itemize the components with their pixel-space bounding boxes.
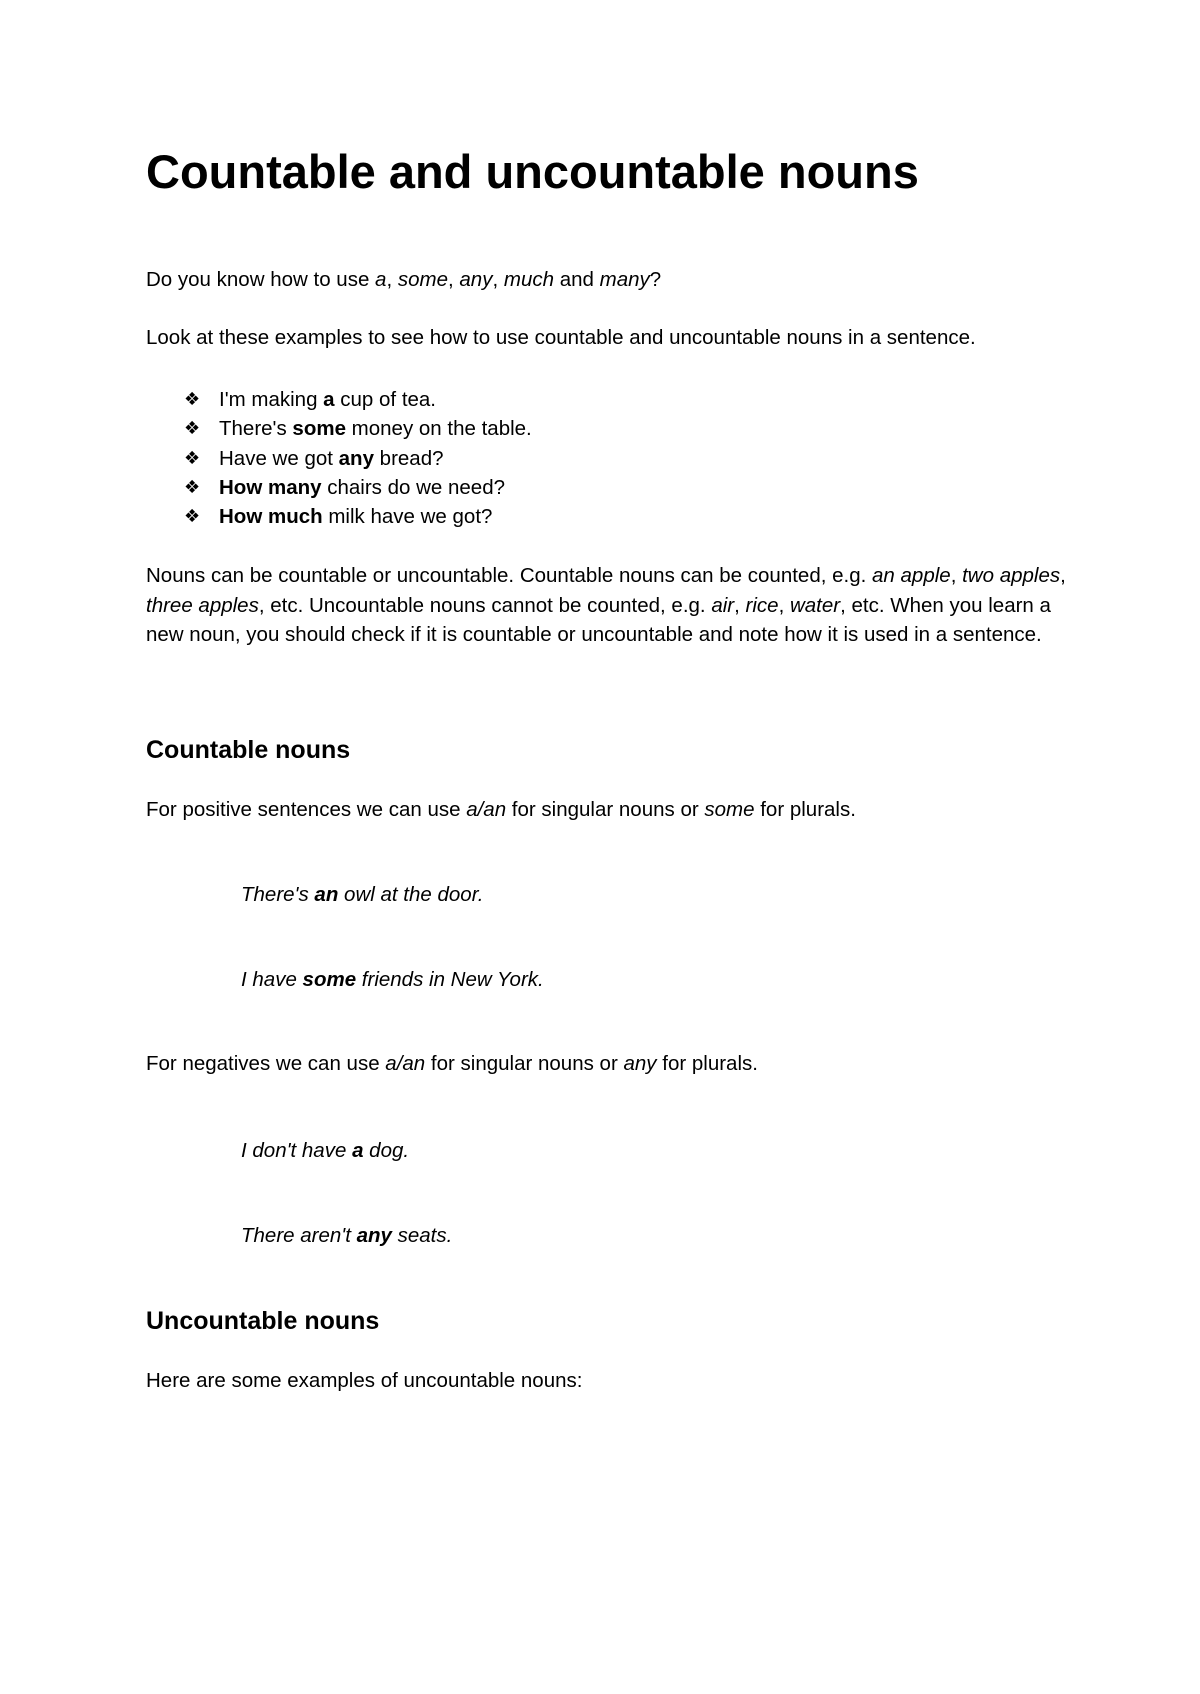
list-item: ❖ How many chairs do we need?: [146, 473, 532, 502]
countable-nouns-heading: Countable nouns: [146, 736, 351, 764]
example-bullet-list: [146, 385, 532, 531]
look-paragraph: Look at these examples to see how to use countable and uncountable nouns in a sentence.: [146, 326, 976, 349]
list-item: ❖ How much milk have we got?: [146, 502, 532, 531]
list-item: ❖ I'm making a cup of tea.: [146, 385, 532, 414]
nouns-paragraph: Nouns can be countable or uncountable. Countable nouns can be counted, e.g. an apple, two apples, three apples, etc. Uncountable nouns cannot be counted, e.g. air, rice, water, etc. When you learn a new noun, you should check if it is countable or uncountable and note how it is used in a sentence.: [146, 564, 1066, 646]
example-sentence: There aren't any seats.: [241, 1224, 453, 1247]
diamond-bullet-icon: ❖: [184, 389, 201, 410]
intro-comma: ,: [386, 268, 398, 291]
intro-text: Do you know how to use: [146, 268, 376, 291]
intro-word-a: a: [375, 268, 387, 291]
diamond-bullet-icon: ❖: [184, 447, 201, 469]
example-sentence: I don't have a dog.: [241, 1139, 410, 1162]
intro-question: [146, 265, 661, 295]
intro-comma: ,: [492, 268, 504, 291]
example-sentence: There's an owl at the door.: [241, 883, 484, 906]
diamond-bullet-icon: ❖: [184, 476, 201, 498]
uncountable-examples-intro: Here are some examples of uncountable nouns:: [146, 1369, 583, 1392]
intro-word-much: much: [503, 268, 555, 291]
page-title: Countable and uncountable nouns: [146, 145, 919, 198]
example-sentence: I have some friends in New York.: [241, 968, 544, 991]
intro-word-many: many: [599, 268, 650, 291]
intro-and: and: [554, 268, 600, 291]
positive-sentences-paragraph: For positive sentences we can use a/an for singular nouns or some for plurals.: [146, 798, 856, 821]
list-item: ❖ There's some money on the table.: [146, 414, 532, 443]
list-item: ❖ Have we got any bread?: [146, 444, 532, 473]
intro-comma: ,: [448, 268, 460, 291]
intro-end: ?: [649, 268, 662, 291]
intro-word-any: any: [459, 268, 493, 291]
diamond-bullet-icon: ❖: [184, 418, 201, 440]
diamond-bullet-icon: ❖: [184, 506, 201, 528]
uncountable-nouns-heading: Uncountable nouns: [146, 1307, 380, 1335]
intro-word-some: some: [397, 268, 448, 291]
negatives-paragraph: For negatives we can use a/an for singular nouns or any for plurals.: [146, 1052, 758, 1075]
